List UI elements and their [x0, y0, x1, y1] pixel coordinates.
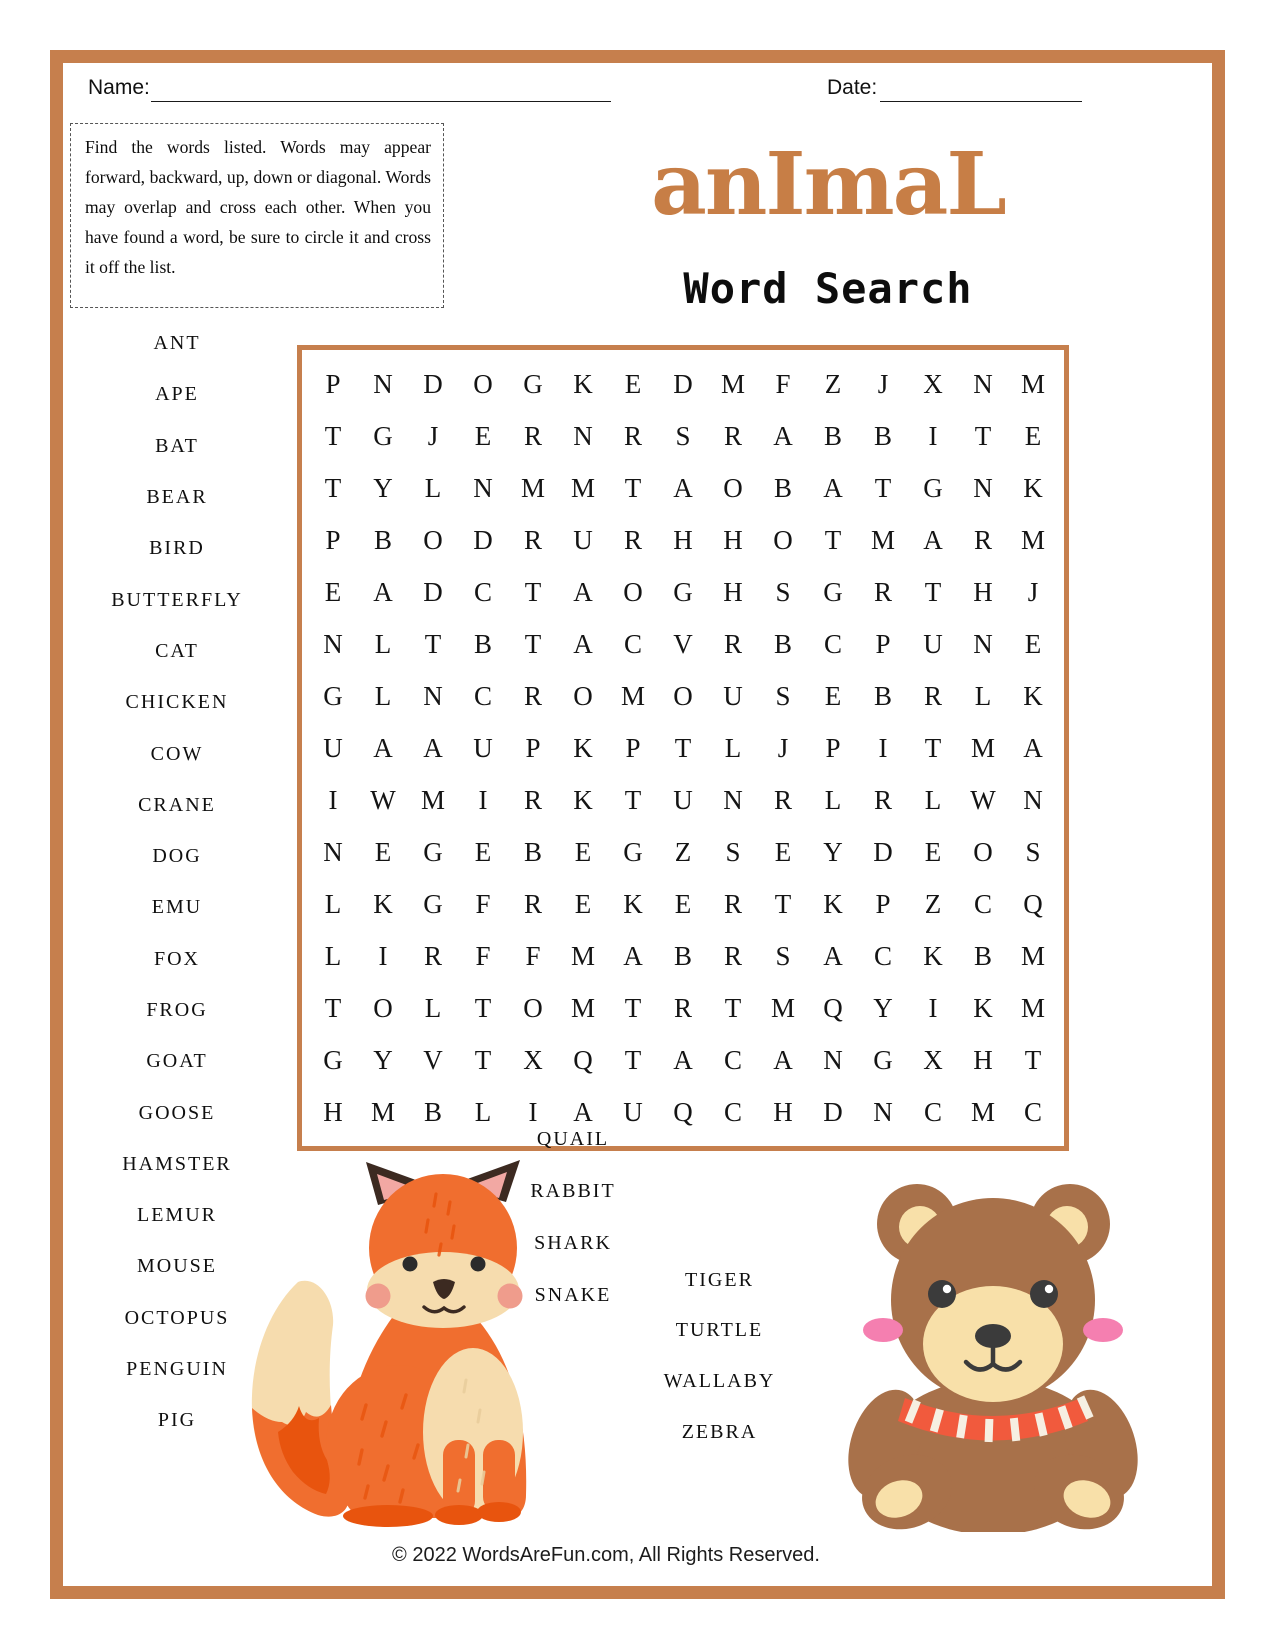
grid-letter: E — [774, 836, 792, 867]
grid-letter: H — [673, 524, 693, 555]
grid-letter: F — [475, 940, 491, 971]
grid-letter: T — [824, 524, 842, 555]
grid-letter: M — [1020, 992, 1045, 1023]
grid-letter: I — [328, 784, 338, 815]
grid-letter: G — [523, 368, 543, 399]
grid-letter: R — [423, 940, 442, 971]
grid-letter: N — [573, 420, 593, 451]
word-list-item: BAT — [155, 434, 199, 457]
grid-letter: L — [824, 784, 842, 815]
grid-letter: Y — [873, 992, 893, 1023]
grid-letter: N — [473, 472, 493, 503]
grid-letter: S — [675, 420, 691, 451]
title-word-search: Word Search — [683, 264, 973, 314]
grid-letter: H — [723, 524, 743, 555]
grid-letter: E — [474, 836, 492, 867]
grid-letter: M — [570, 472, 595, 503]
grid-letter: T — [1024, 1044, 1042, 1075]
grid-letter: C — [873, 940, 892, 971]
grid-letter: A — [423, 732, 443, 763]
grid-letter: G — [373, 420, 393, 451]
grid-letter: G — [323, 1044, 343, 1075]
grid-letter: C — [923, 1096, 942, 1127]
grid-letter: T — [974, 420, 992, 451]
grid-letter: H — [973, 576, 993, 607]
word-list-item: COW — [150, 742, 204, 765]
grid-letter: S — [775, 940, 791, 971]
grid-letter: P — [325, 524, 341, 555]
grid-letter: R — [723, 888, 742, 919]
grid-letter: I — [928, 420, 938, 451]
grid-letter: M — [370, 1096, 395, 1127]
word-list-item: ANT — [153, 332, 201, 355]
instructions-box: Find the words listed. Words may appear forward, backward, up, down or diagonal. Words may overlap and cross each other. When you have found a word, be sure to circle it and cross it off the list. — [70, 123, 444, 308]
grid-letter: B — [873, 680, 892, 711]
grid-letter: L — [424, 472, 442, 503]
grid-letter: R — [523, 420, 542, 451]
grid-letter: Y — [373, 472, 393, 503]
grid-letter: Z — [924, 888, 942, 919]
grid-letter: X — [923, 1044, 943, 1075]
grid-letter: A — [573, 576, 593, 607]
grid-letter: V — [673, 628, 693, 659]
grid-letter: B — [773, 628, 792, 659]
grid-letter: E — [374, 836, 392, 867]
grid-letter: A — [923, 524, 943, 555]
grid-letter: M — [770, 992, 795, 1023]
grid-letter: T — [724, 992, 742, 1023]
footer-copyright: © 2022 WordsAreFun.com, All Rights Reserved. — [392, 1544, 820, 1566]
grid-letter: E — [674, 888, 692, 919]
grid-letter: N — [823, 1044, 843, 1075]
grid-letter: O — [573, 680, 593, 711]
grid-letter: S — [775, 680, 791, 711]
grid-letter: P — [525, 732, 541, 763]
grid-letter: C — [623, 628, 642, 659]
grid-letter: L — [374, 680, 392, 711]
grid-letter: A — [823, 472, 843, 503]
word-list-item: CHICKEN — [125, 691, 229, 714]
grid-letter: R — [973, 524, 992, 555]
grid-letter: K — [573, 784, 593, 815]
grid-letter: B — [473, 628, 492, 659]
grid-letter: M — [720, 368, 745, 399]
fox-icon — [238, 1160, 530, 1528]
word-list-item: HAMSTER — [122, 1152, 232, 1175]
grid-letter: L — [974, 680, 992, 711]
grid-letter: T — [924, 732, 942, 763]
word-list-item: APE — [155, 383, 199, 406]
grid-letter: D — [473, 524, 493, 555]
grid-letter: O — [423, 524, 443, 555]
grid-letter: M — [570, 940, 595, 971]
grid-letter: G — [923, 472, 943, 503]
grid-letter: E — [474, 420, 492, 451]
grid-letter: T — [624, 1044, 642, 1075]
word-list-item: TIGER — [685, 1268, 754, 1291]
grid-letter: M — [570, 992, 595, 1023]
grid-letter: L — [324, 940, 342, 971]
grid-letter: L — [374, 628, 392, 659]
grid-letter: D — [823, 1096, 843, 1127]
grid-letter: J — [777, 732, 789, 763]
grid-letter: D — [673, 368, 693, 399]
word-list-item: SNAKE — [534, 1283, 612, 1306]
grid-letter: C — [723, 1044, 742, 1075]
title-block — [630, 134, 1026, 314]
grid-letter: P — [325, 368, 341, 399]
grid-letter: G — [873, 1044, 893, 1075]
date-label: Date: — [827, 76, 878, 99]
grid-letter: U — [923, 628, 943, 659]
grid-letter: M — [970, 732, 995, 763]
grid-letter: Y — [373, 1044, 393, 1075]
grid-letter: R — [873, 576, 892, 607]
grid-letter: T — [424, 628, 442, 659]
grid-letter: B — [973, 940, 992, 971]
grid-letter: H — [323, 1096, 343, 1127]
grid-letter: T — [624, 472, 642, 503]
word-list-item: GOAT — [146, 1050, 208, 1073]
grid-letter: M — [1020, 940, 1045, 971]
grid-letter: R — [723, 420, 742, 451]
grid-letter: B — [773, 472, 792, 503]
grid-letter: D — [423, 368, 443, 399]
grid-letter: T — [524, 576, 542, 607]
grid-letter: J — [1027, 576, 1039, 607]
grid-letter: S — [1025, 836, 1041, 867]
grid-letter: S — [775, 576, 791, 607]
grid-letter: X — [523, 1044, 543, 1075]
grid-letter: P — [625, 732, 641, 763]
grid-letter: H — [723, 576, 743, 607]
grid-letter: K — [973, 992, 993, 1023]
grid-letter: N — [423, 680, 443, 711]
grid-letter: K — [1023, 472, 1043, 503]
grid-letter: E — [324, 576, 342, 607]
grid-letter: T — [474, 992, 492, 1023]
grid-letter: G — [623, 836, 643, 867]
grid-letter: B — [823, 420, 842, 451]
word-list-item: QUAIL — [536, 1128, 610, 1151]
grid-letter: C — [473, 680, 492, 711]
grid-letter: L — [924, 784, 942, 815]
grid-letter: G — [423, 836, 443, 867]
grid-letter: D — [423, 576, 443, 607]
grid-letter: F — [525, 940, 541, 971]
grid-letter: I — [528, 1096, 538, 1127]
word-list-item: SHARK — [534, 1231, 612, 1254]
grid-letter: U — [673, 784, 693, 815]
grid-letter: R — [623, 420, 642, 451]
grid-letter: N — [323, 628, 343, 659]
grid-letter: Q — [823, 992, 843, 1023]
grid-letter: Z — [824, 368, 842, 399]
grid-letter: A — [573, 628, 593, 659]
word-list-item: WALLABY — [663, 1369, 776, 1392]
grid-letter: N — [873, 1096, 893, 1127]
grid-letter: K — [623, 888, 643, 919]
word-list-right — [642, 1255, 797, 1457]
grid-letter: T — [324, 472, 342, 503]
grid-letter: L — [424, 992, 442, 1023]
grid-letter: G — [423, 888, 443, 919]
grid-letter: E — [574, 888, 592, 919]
grid-letter: T — [774, 888, 792, 919]
grid-letter: O — [623, 576, 643, 607]
grid-letter: M — [1020, 368, 1045, 399]
grid-letter: K — [373, 888, 393, 919]
grid-letter: E — [1024, 628, 1042, 659]
grid-letter: G — [323, 680, 343, 711]
grid-letter: O — [673, 680, 693, 711]
word-list-middle — [498, 1114, 648, 1321]
word-list-item: CRANE — [138, 793, 216, 816]
puzzle-grid — [297, 345, 1069, 1151]
grid-letter: L — [724, 732, 742, 763]
grid-letter: C — [473, 576, 492, 607]
grid-letter: I — [378, 940, 388, 971]
grid-letter: U — [723, 680, 743, 711]
grid-letter: E — [624, 368, 642, 399]
grid-letter: L — [324, 888, 342, 919]
grid-letter: M — [520, 472, 545, 503]
fox-illustration — [238, 1160, 530, 1528]
grid-letter: A — [673, 472, 693, 503]
grid-letter: P — [825, 732, 841, 763]
grid-letter: M — [420, 784, 445, 815]
grid-letter: N — [973, 472, 993, 503]
grid-letter: A — [573, 1096, 593, 1127]
word-list-item: ZEBRA — [681, 1420, 758, 1443]
word-list-item: TURTLE — [675, 1319, 764, 1342]
grid-letter: P — [875, 628, 891, 659]
grid-letter: K — [1023, 680, 1043, 711]
grid-letter: N — [323, 836, 343, 867]
grid-letter: V — [423, 1044, 443, 1075]
grid-letter: R — [523, 524, 542, 555]
grid-letter: R — [923, 680, 942, 711]
grid-letter: N — [373, 368, 393, 399]
grid-letter: Q — [573, 1044, 593, 1075]
grid-letter: T — [874, 472, 892, 503]
grid-letter: Q — [1023, 888, 1043, 919]
grid-letter: B — [423, 1096, 442, 1127]
grid-letter: B — [673, 940, 692, 971]
word-list-item: OCTOPUS — [124, 1306, 230, 1329]
grid-letter: G — [823, 576, 843, 607]
grid-letter: M — [970, 1096, 995, 1127]
grid-letter: A — [623, 940, 643, 971]
word-list-item: GOOSE — [138, 1101, 216, 1124]
grid-letter: M — [620, 680, 645, 711]
grid-letter: R — [523, 680, 542, 711]
grid-letter: A — [373, 732, 393, 763]
grid-letter: E — [824, 680, 842, 711]
teddy-bear-icon — [845, 1172, 1147, 1532]
grid-letter: T — [474, 1044, 492, 1075]
grid-letter: S — [725, 836, 741, 867]
grid-letter: A — [1023, 732, 1043, 763]
grid-letter: J — [877, 368, 889, 399]
grid-letter: K — [573, 368, 593, 399]
grid-letter: C — [823, 628, 842, 659]
grid-letter: T — [624, 992, 642, 1023]
grid-letter: O — [973, 836, 993, 867]
grid-letter: R — [723, 940, 742, 971]
word-list-item: DOG — [152, 845, 202, 868]
grid-letter: P — [875, 888, 891, 919]
grid-letter: A — [773, 420, 793, 451]
grid-letter: R — [773, 784, 792, 815]
name-label: Name: — [88, 76, 150, 99]
word-list-item: EMU — [151, 896, 203, 919]
grid-letter: U — [473, 732, 493, 763]
grid-letter: Y — [823, 836, 843, 867]
grid-letter: O — [723, 472, 743, 503]
grid-letter: W — [970, 784, 996, 815]
grid-letter: R — [523, 784, 542, 815]
grid-letter: T — [624, 784, 642, 815]
grid-letter: I — [878, 732, 888, 763]
grid-letter: N — [973, 368, 993, 399]
grid-letter: O — [523, 992, 543, 1023]
grid-letter: N — [973, 628, 993, 659]
grid-letter: R — [723, 628, 742, 659]
word-list-item: FOX — [153, 947, 200, 970]
word-list-item: PENGUIN — [126, 1358, 228, 1381]
grid-letter: U — [623, 1096, 643, 1127]
grid-letter: R — [873, 784, 892, 815]
grid-letter: E — [574, 836, 592, 867]
grid-letter: B — [523, 836, 542, 867]
word-list-item: MOUSE — [136, 1255, 217, 1278]
grid-letter: M — [1020, 524, 1045, 555]
grid-letter: Q — [673, 1096, 693, 1127]
grid-letter: T — [324, 992, 342, 1023]
word-list-item: BIRD — [149, 537, 205, 560]
grid-letter: E — [924, 836, 942, 867]
grid-letter: H — [773, 1096, 793, 1127]
grid-letter: U — [323, 732, 343, 763]
grid-letter: K — [823, 888, 843, 919]
grid-letter: X — [923, 368, 943, 399]
grid-letter: A — [673, 1044, 693, 1075]
grid-letter: T — [924, 576, 942, 607]
grid-letter: F — [475, 888, 491, 919]
grid-letter: N — [723, 784, 743, 815]
grid-letter: U — [573, 524, 593, 555]
grid-letter: B — [373, 524, 392, 555]
grid-letter: A — [373, 576, 393, 607]
word-list-item: RABBIT — [530, 1180, 616, 1203]
word-list-item: BUTTERFLY — [111, 588, 243, 611]
word-list-item: BEAR — [146, 486, 208, 509]
grid-letter: A — [823, 940, 843, 971]
grid-letter: Z — [674, 836, 692, 867]
grid-letter: D — [873, 836, 893, 867]
date-line[interactable] — [880, 101, 1082, 102]
grid-letter: F — [775, 368, 791, 399]
grid-letter: B — [873, 420, 892, 451]
grid-letter: T — [674, 732, 692, 763]
grid-letter: C — [1023, 1096, 1042, 1127]
grid-letter: O — [373, 992, 393, 1023]
grid-letter: R — [673, 992, 692, 1023]
grid-letter: O — [473, 368, 493, 399]
grid-letter: C — [973, 888, 992, 919]
grid-letter: I — [928, 992, 938, 1023]
grid-letter: K — [573, 732, 593, 763]
grid-letter: W — [370, 784, 396, 815]
grid-letter: R — [523, 888, 542, 919]
word-list-item: LEMUR — [137, 1204, 217, 1227]
grid-letter: H — [973, 1044, 993, 1075]
grid-letter: M — [870, 524, 895, 555]
grid-letter: N — [1023, 784, 1043, 815]
grid-letter: K — [923, 940, 943, 971]
bear-illustration — [845, 1172, 1147, 1532]
name-line[interactable] — [151, 101, 611, 102]
word-list-item: PIG — [157, 1409, 197, 1432]
grid-letter: G — [673, 576, 693, 607]
grid-letter: A — [773, 1044, 793, 1075]
grid-letter: J — [427, 420, 439, 451]
title-animal: anImaL — [651, 134, 1005, 235]
word-list-item: CAT — [155, 639, 199, 662]
grid-letter: O — [773, 524, 793, 555]
grid-letter: R — [623, 524, 642, 555]
grid-letter: C — [723, 1096, 742, 1127]
word-list-item: FROG — [146, 999, 208, 1021]
grid-letter: T — [324, 420, 342, 451]
grid-letter: T — [524, 628, 542, 659]
grid-letter: L — [474, 1096, 492, 1127]
grid-letter: I — [478, 784, 488, 815]
grid-letter: E — [1024, 420, 1042, 451]
